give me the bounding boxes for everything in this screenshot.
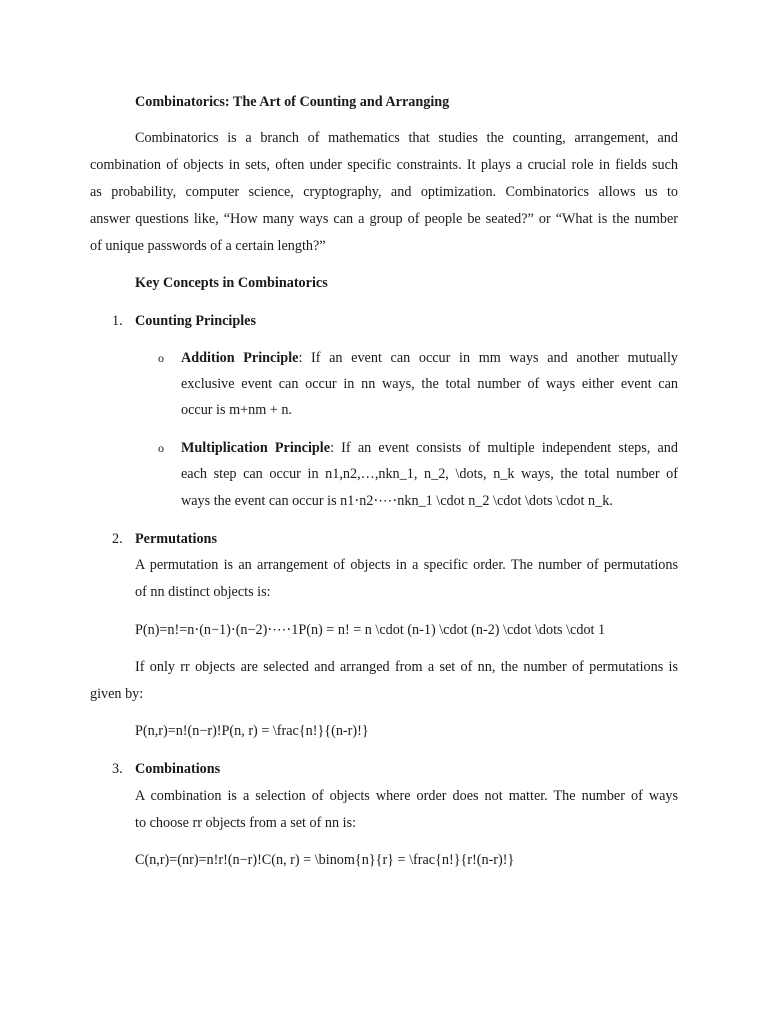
- multiplication-principle-line-1: [181, 440, 678, 457]
- intro-line-2: combination of objects in sets, often under specific constraints. It plays a crucial role in fields such: [90, 157, 678, 173]
- intro-line-4: answer questions like, “How many ways can a group of people be seated?” or “What is the number: [90, 211, 678, 227]
- counting-principles-heading: Counting Principles: [135, 313, 257, 329]
- list-number-3: 3.: [112, 761, 123, 777]
- addition-principle-line-1: [181, 350, 678, 367]
- combinations-heading: Combinations: [135, 761, 221, 777]
- combinations-line-2: to choose rr objects from a set of nn is:: [135, 815, 357, 831]
- permutations-line-2: of nn distinct objects is:: [135, 584, 271, 600]
- combinations-line-1: A combination is a selection of objects where order does not matter. The number of ways: [135, 788, 678, 804]
- permutations-formula: P(n)=n!=n⋅(n−1)⋅(n−2)⋅⋯⋅1P(n) = n! = n \cdot (n-1) \cdot (n-2) \cdot \dots \cdot 1: [135, 622, 606, 638]
- permutations-heading: Permutations: [135, 531, 217, 547]
- intro-line-5: of unique passwords of a certain length?”: [90, 238, 326, 254]
- partial-permutations-formula: P(n,r)=n!(n−r)!P(n, r) = \frac{n!}{(n-r)!}: [135, 723, 369, 739]
- addition-principle-line-2: exclusive event can occur in nn ways, the total number of ways either event can: [181, 376, 678, 392]
- partial-permutations-line-2: given by:: [90, 686, 144, 702]
- multiplication-principle-term: Multiplication Principle: [181, 440, 331, 456]
- document-title: Combinatorics: The Art of Counting and Arranging: [135, 94, 450, 110]
- multiplication-principle-line-3: ways the event can occur is n1⋅n2⋅⋯⋅nkn_1 \cdot n_2 \cdot \dots \cdot n_k.: [181, 493, 613, 509]
- list-number-2: 2.: [112, 531, 123, 547]
- combinations-formula: C(n,r)=(nr)=n!r!(n−r)!C(n, r) = \binom{n}{r} = \frac{n!}{r!(n-r)!}: [135, 852, 515, 868]
- addition-principle-term: Addition Principle: [181, 350, 299, 366]
- bullet-marker-multiplication: o: [158, 441, 164, 455]
- multiplication-principle-text: : If an event consists of multiple independent steps, and: [330, 440, 678, 456]
- list-number-1: 1.: [112, 313, 123, 329]
- permutations-line-1: A permutation is an arrangement of objects in a specific order. The number of permutations: [135, 557, 678, 573]
- intro-line-3: as probability, computer science, cryptography, and optimization. Combinatorics allows us to: [90, 184, 678, 200]
- addition-principle-text: : If an event can occur in mm ways and another mutually: [298, 350, 678, 366]
- intro-line-1: Combinatorics is a branch of mathematics that studies the counting, arrangement, and: [135, 130, 678, 146]
- key-concepts-heading: Key Concepts in Combinatorics: [135, 275, 328, 291]
- addition-principle-line-3: occur is m+nm + n.: [181, 402, 292, 418]
- partial-permutations-line-1: If only rr objects are selected and arranged from a set of nn, the number of permutations is: [135, 659, 678, 675]
- multiplication-principle-line-2: each step can occur in n1,n2,…,nkn_1, n_2, \dots, n_k ways, the total number of: [181, 466, 678, 482]
- bullet-marker-addition: o: [158, 351, 164, 365]
